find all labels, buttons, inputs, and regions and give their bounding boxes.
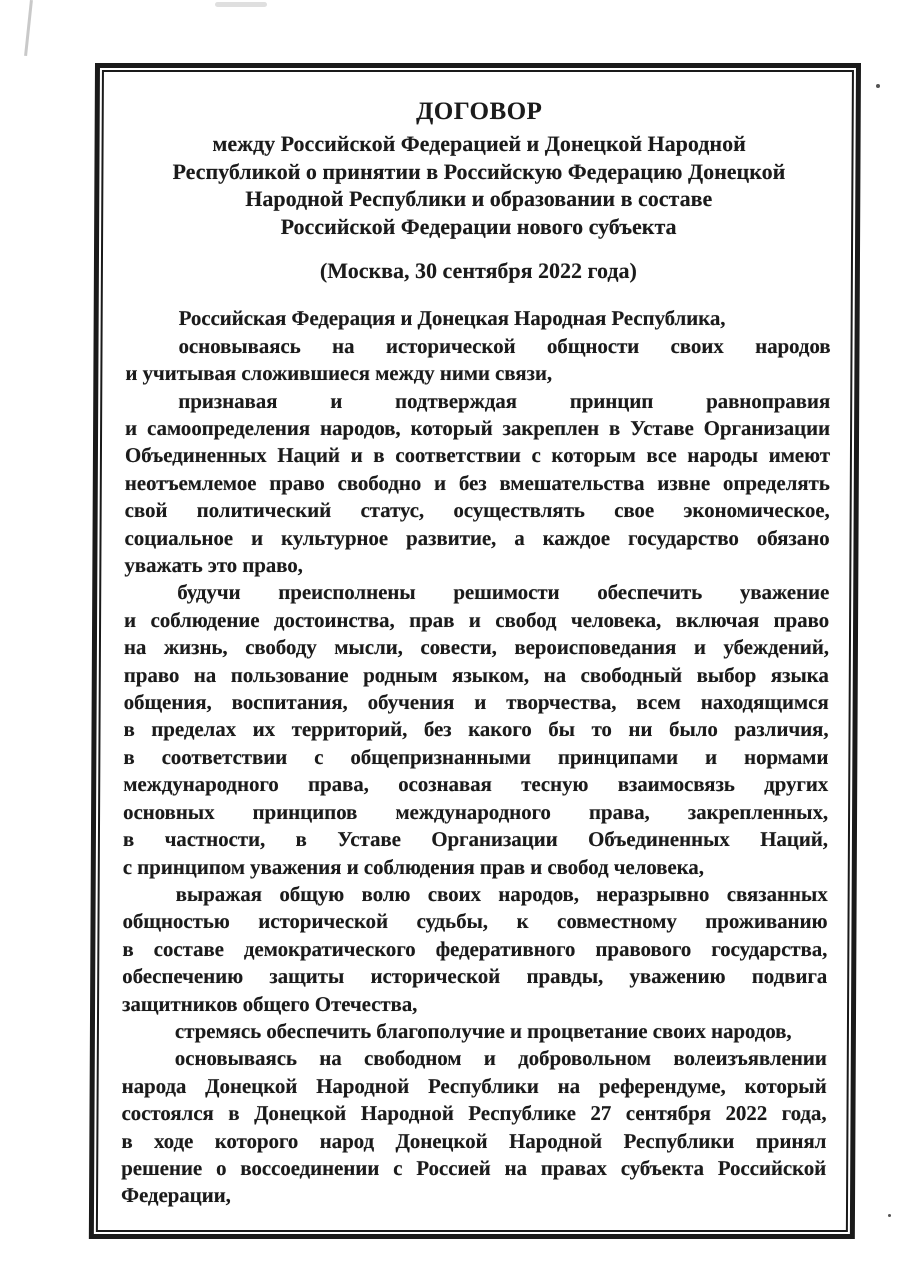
text-line: социальное и культурное развитие, а каждое государство обязано [124,525,830,550]
document-title: ДОГОВОР [416,98,543,125]
treaty-paragraph [125,333,830,388]
text-line: выражая общую волю своих народов, неразрывно связанных [175,881,828,906]
scan-speck [888,1214,891,1217]
text-line: уважать это право, [124,553,303,578]
text-line: и учитывая сложившиеся между ними связи, [125,361,553,386]
scan-speck [876,84,880,88]
text-line: Федерации, [121,1183,231,1208]
text-line: неотъемлемое право свободно и без вмешательства извне определять [124,470,830,495]
text-line: решение о воссоединении с Россией на правах субъекта Российской [121,1155,827,1180]
text-line: основываясь на свободном и добровольном волеизъявлении [174,1046,827,1071]
treaty-paragraph [124,388,830,580]
text-line: защитников общего Отечества, [122,991,418,1016]
text-line: международного права, осознавая тесную взаимосвязь других [123,772,829,797]
text-line: на жизнь, свободу мысли, совести, вероисповедания и убеждений, [123,635,830,660]
subtitle-line: между Российской Федерацией и Донецкой Народной [212,131,746,156]
text-line: будучи преисполнены решимости обеспечить уважение [177,580,830,605]
document-content [98,72,852,1230]
treaty-paragraph [123,579,830,880]
subtitle-line: Республикой о принятии в Российскую Федерацию Донецкой [172,158,786,184]
subtitle-line: Российской Федерации нового субъекта [280,213,677,239]
text-line: в соответствии с общепризнанными принципами и нормами [123,744,829,769]
treaty-paragraph [122,881,828,1018]
treaty-paragraph [126,305,831,332]
text-line: в ходе которого народ Донецкой Народной Республики принял [121,1128,827,1153]
scan-streak [24,0,33,56]
text-line: с принципом уважения и соблюдения прав и свобод человека, [122,854,704,879]
treaty-paragraph [122,1018,827,1045]
text-line: право на пользование родным языком, на свободный выбор языка [123,662,829,687]
text-line: в составе демократического федеративного правового государства, [122,936,828,961]
document-dateline: (Москва, 30 сентября 2022 года) [319,258,637,284]
text-line: основных принципов международного права, закрепленных, [123,799,829,824]
text-line: Объединенных Наций и в соответствии с которым все народы имеют [124,443,831,468]
document-frame [89,63,861,1239]
scan-smudge [215,2,267,7]
treaty-paragraph [121,1045,827,1209]
text-line: обеспечению защиты исторической правды, уважению подвига [122,964,828,989]
document-body [121,305,831,1209]
text-line: состоялся в Донецкой Народной Республике 27 сентября 2022 года, [121,1101,827,1126]
text-line: признавая и подтверждая принцип равноправия [178,388,831,413]
text-line: в пределах их территорий, без какого бы то ни было различия, [123,717,829,742]
text-line: стремясь обеспечить благополучие и процветание своих народов, [174,1018,792,1043]
text-line: свой политический статус, осуществлять свое экономическое, [124,498,830,523]
subtitle-line: Народной Республики и образовании в составе [245,186,713,212]
document-frame-inner [96,70,854,1232]
text-line: Российская Федерация и Донецкая Народная Республика, [178,306,726,331]
document-subtitle [126,130,832,240]
text-line: и самоопределения народов, который закреплен в Уставе Организации [125,416,831,440]
text-line: общностью исторической судьбы, к совместному проживанию [122,909,828,934]
text-line: народа Донецкой Народной Республики на референдуме, который [121,1073,827,1098]
text-line: и соблюдение достоинства, прав и свобод человека, включая право [124,607,830,632]
text-line: общения, воспитания, обучения и творчества, всем находящимся [123,690,829,715]
text-line: в частности, в Уставе Организации Объединенных Наций, [122,827,828,852]
text-line: основываясь на исторической общности своих народов [178,333,831,358]
